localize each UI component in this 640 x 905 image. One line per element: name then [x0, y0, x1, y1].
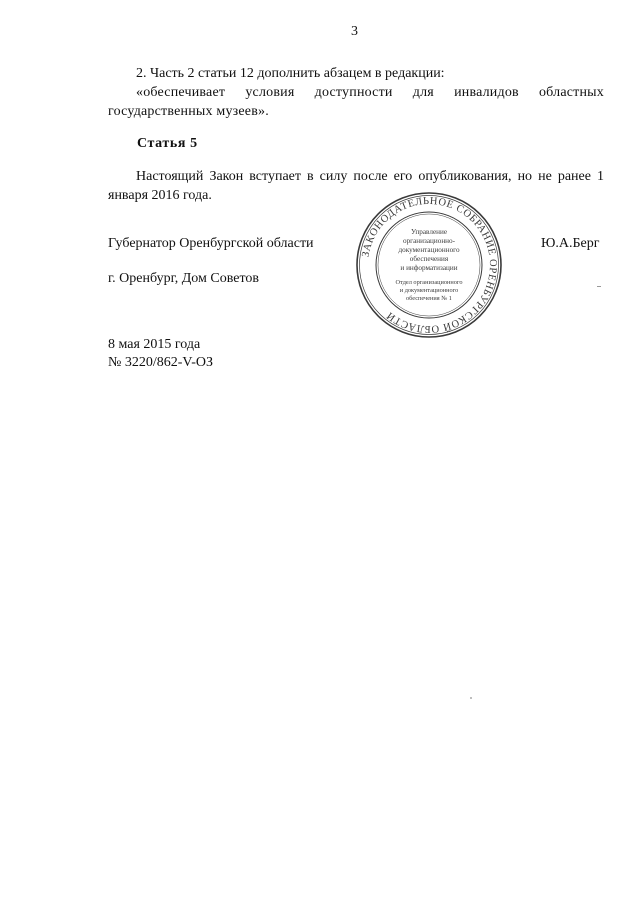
page-number: 3	[351, 24, 358, 39]
signing-place: г. Оренбург, Дом Советов	[108, 271, 259, 286]
seal-line-6: Отдел организационного	[395, 279, 463, 286]
law-number: № 3220/862-V-ОЗ	[108, 355, 214, 370]
article-5-heading: Статья 5	[137, 136, 198, 151]
seal-line-7: и документационного	[399, 287, 459, 294]
seal-line-1: Управление	[410, 228, 448, 236]
article-5-text: Настоящий Закон вступает в силу после его опубликования, но не ранее 1 января 2016 года.	[108, 169, 604, 203]
seal-line-2: организационно-	[402, 237, 456, 245]
scan-mark	[597, 286, 601, 287]
seal-line-3: документационного	[398, 246, 460, 254]
seal-line-8: обеспечения № 1	[406, 295, 452, 302]
amendment-quote: «обеспечивает условия доступности для инвалидов областных государственных музеев».	[108, 85, 604, 119]
seal-ring-text: ЗАКОНОДАТЕЛЬНОЕ СОБРАНИЕ ОРЕНБУРГСКОЙ ОБЛАСТИ	[360, 195, 499, 335]
seal-line-5: и информатизации	[400, 264, 458, 272]
law-date: 8 мая 2015 года	[108, 337, 201, 352]
official-seal-stamp	[355, 191, 503, 339]
scan-speck	[470, 697, 472, 699]
seal-line-4: обеспечения	[409, 255, 449, 263]
signatory-name: Ю.А.Берг	[541, 236, 600, 251]
amendment-item-2: 2. Часть 2 статьи 12 дополнить абзацем в редакции:	[136, 66, 445, 81]
signatory-position: Губернатор Оренбургской области	[108, 236, 314, 251]
